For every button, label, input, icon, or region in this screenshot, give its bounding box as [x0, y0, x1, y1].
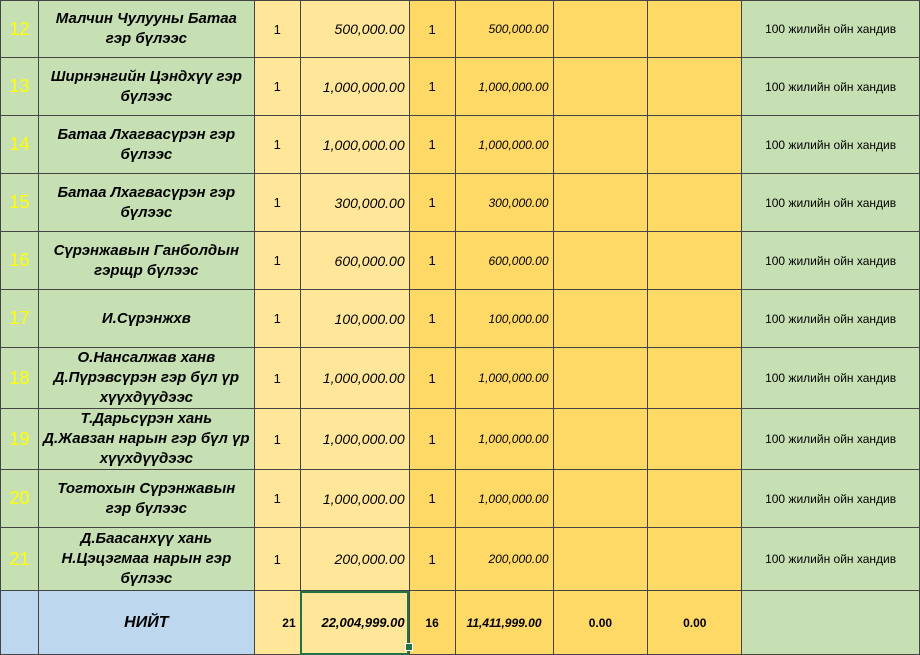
extra2-cell[interactable]: [648, 58, 742, 116]
amount1-cell[interactable]: 1,000,000.00: [300, 409, 409, 470]
extra1-cell[interactable]: [553, 232, 648, 290]
qty1-cell[interactable]: 1: [254, 528, 300, 591]
amount2-cell[interactable]: 1,000,000.00: [455, 470, 553, 528]
amount2-cell[interactable]: 300,000.00: [455, 174, 553, 232]
donor-name-cell[interactable]: Малчин Чулууны Батаа гэр бүлээс: [38, 1, 254, 58]
extra2-cell[interactable]: [648, 409, 742, 470]
amount1-cell[interactable]: 500,000.00: [300, 1, 409, 58]
amount2-cell[interactable]: 200,000.00: [455, 528, 553, 591]
table-row: [1, 116, 920, 174]
extra1-cell[interactable]: [553, 58, 648, 116]
note-cell[interactable]: 100 жилийн ойн хандив: [742, 58, 920, 116]
note-cell[interactable]: 100 жилийн ойн хандив: [742, 116, 920, 174]
extra1-cell[interactable]: [553, 470, 648, 528]
donor-name-cell[interactable]: Сүрэнжавын Ганболдын гэрщр бүлээс: [38, 232, 254, 290]
amount1-cell[interactable]: 600,000.00: [300, 232, 409, 290]
amount1-cell[interactable]: 300,000.00: [300, 174, 409, 232]
qty1-cell[interactable]: 1: [254, 1, 300, 58]
row-number-cell[interactable]: 17: [1, 290, 39, 348]
extra2-cell[interactable]: [648, 290, 742, 348]
donor-name-cell[interactable]: Т.Дарьсүрэн хань Д.Жавзан нарын гэр бүл үр хүүхдүүдээс: [38, 409, 254, 470]
qty1-cell[interactable]: 1: [254, 58, 300, 116]
table-body: [1, 1, 920, 591]
amount2-cell[interactable]: 1,000,000.00: [455, 409, 553, 470]
amount2-cell[interactable]: 500,000.00: [455, 1, 553, 58]
note-cell[interactable]: 100 жилийн ойн хандив: [742, 174, 920, 232]
amount2-cell[interactable]: 100,000.00: [455, 290, 553, 348]
donor-name-cell[interactable]: Тогтохын Сүрэнжавын гэр бүлээс: [38, 470, 254, 528]
amount1-cell[interactable]: 1,000,000.00: [300, 116, 409, 174]
qty2-cell[interactable]: 1: [409, 174, 455, 232]
qty1-cell[interactable]: 1: [254, 470, 300, 528]
total-qty1-cell[interactable]: 21: [254, 591, 300, 655]
amount1-cell[interactable]: 1,000,000.00: [300, 470, 409, 528]
amount2-cell[interactable]: 600,000.00: [455, 232, 553, 290]
extra1-cell[interactable]: [553, 348, 648, 409]
qty2-cell[interactable]: 1: [409, 348, 455, 409]
qty2-cell[interactable]: 1: [409, 290, 455, 348]
total-amount1-cell-selected[interactable]: 22,004,999.00: [300, 591, 409, 655]
qty2-cell[interactable]: 1: [409, 116, 455, 174]
row-number-cell[interactable]: 18: [1, 348, 39, 409]
row-number-cell[interactable]: 21: [1, 528, 39, 591]
note-cell[interactable]: 100 жилийн ойн хандив: [742, 470, 920, 528]
amount2-cell[interactable]: 1,000,000.00: [455, 348, 553, 409]
qty1-cell[interactable]: 1: [254, 348, 300, 409]
amount1-cell[interactable]: 1,000,000.00: [300, 58, 409, 116]
table-row: [1, 58, 920, 116]
table-row: [1, 174, 920, 232]
row-number-cell[interactable]: 12: [1, 1, 39, 58]
extra2-cell[interactable]: [648, 470, 742, 528]
row-number-cell[interactable]: 13: [1, 58, 39, 116]
total-extra1-cell[interactable]: 0.00: [553, 591, 648, 655]
extra1-cell[interactable]: [553, 409, 648, 470]
amount2-cell[interactable]: 1,000,000.00: [455, 58, 553, 116]
qty2-cell[interactable]: 1: [409, 1, 455, 58]
total-row: [1, 591, 920, 655]
total-label-cell[interactable]: НИЙТ: [38, 591, 254, 655]
note-cell[interactable]: 100 жилийн ойн хандив: [742, 348, 920, 409]
qty1-cell[interactable]: 1: [254, 409, 300, 470]
extra2-cell[interactable]: [648, 232, 742, 290]
qty2-cell[interactable]: 1: [409, 409, 455, 470]
note-cell[interactable]: 100 жилийн ойн хандив: [742, 290, 920, 348]
extra1-cell[interactable]: [553, 290, 648, 348]
row-number-cell[interactable]: 14: [1, 116, 39, 174]
extra2-cell[interactable]: [648, 348, 742, 409]
qty1-cell[interactable]: 1: [254, 174, 300, 232]
extra1-cell[interactable]: [553, 116, 648, 174]
table-row: [1, 409, 920, 470]
donor-name-cell[interactable]: Д.Баасанхүү хань Н.Цэцэгмаа нарын гэр бүлээс: [38, 528, 254, 591]
extra1-cell[interactable]: [553, 1, 648, 58]
extra2-cell[interactable]: [648, 174, 742, 232]
donor-name-cell[interactable]: Батаа Лхагвасүрэн гэр бүлээс: [38, 174, 254, 232]
donor-name-cell[interactable]: И.Сүрэнжхв: [38, 290, 254, 348]
donor-name-cell[interactable]: О.Нансалжав ханв Д.Пүрэвсүрэн гэр бүл үр хүүхдүүдээс: [38, 348, 254, 409]
note-cell[interactable]: 100 жилийн ойн хандив: [742, 528, 920, 591]
table-row: [1, 348, 920, 409]
table-row: [1, 470, 920, 528]
total-row-number-cell[interactable]: [1, 591, 39, 655]
qty1-cell[interactable]: 1: [254, 232, 300, 290]
amount1-cell[interactable]: 1,000,000.00: [300, 348, 409, 409]
table-row: [1, 232, 920, 290]
total-note-cell[interactable]: [742, 591, 920, 655]
amount2-cell[interactable]: 1,000,000.00: [455, 116, 553, 174]
table-row: [1, 528, 920, 591]
amount1-cell[interactable]: 100,000.00: [300, 290, 409, 348]
donor-name-cell[interactable]: Ширнэнгийн Цэндхүү гэр бүлээс: [38, 58, 254, 116]
extra1-cell[interactable]: [553, 174, 648, 232]
donor-name-cell[interactable]: Батаа Лхагвасүрэн гэр бүлээс: [38, 116, 254, 174]
qty2-cell[interactable]: 1: [409, 58, 455, 116]
extra1-cell[interactable]: [553, 528, 648, 591]
table-row: [1, 290, 920, 348]
table-row: [1, 1, 920, 58]
note-cell[interactable]: 100 жилийн ойн хандив: [742, 1, 920, 58]
total-amount2-cell[interactable]: 11,411,999.00: [455, 591, 553, 655]
row-number-cell[interactable]: 20: [1, 470, 39, 528]
qty2-cell[interactable]: 1: [409, 232, 455, 290]
total-extra2-cell[interactable]: 0.00: [648, 591, 742, 655]
qty2-cell[interactable]: 1: [409, 470, 455, 528]
qty2-cell[interactable]: 1: [409, 528, 455, 591]
extra2-cell[interactable]: [648, 1, 742, 58]
amount1-cell[interactable]: 200,000.00: [300, 528, 409, 591]
qty1-cell[interactable]: 1: [254, 116, 300, 174]
note-cell[interactable]: 100 жилийн ойн хандив: [742, 409, 920, 470]
row-number-cell[interactable]: 16: [1, 232, 39, 290]
note-cell[interactable]: 100 жилийн ойн хандив: [742, 232, 920, 290]
extra2-cell[interactable]: [648, 528, 742, 591]
row-number-cell[interactable]: 15: [1, 174, 39, 232]
fill-handle[interactable]: [405, 643, 413, 651]
extra2-cell[interactable]: [648, 116, 742, 174]
qty1-cell[interactable]: 1: [254, 290, 300, 348]
row-number-cell[interactable]: 19: [1, 409, 39, 470]
total-qty2-cell[interactable]: 16: [409, 591, 455, 655]
